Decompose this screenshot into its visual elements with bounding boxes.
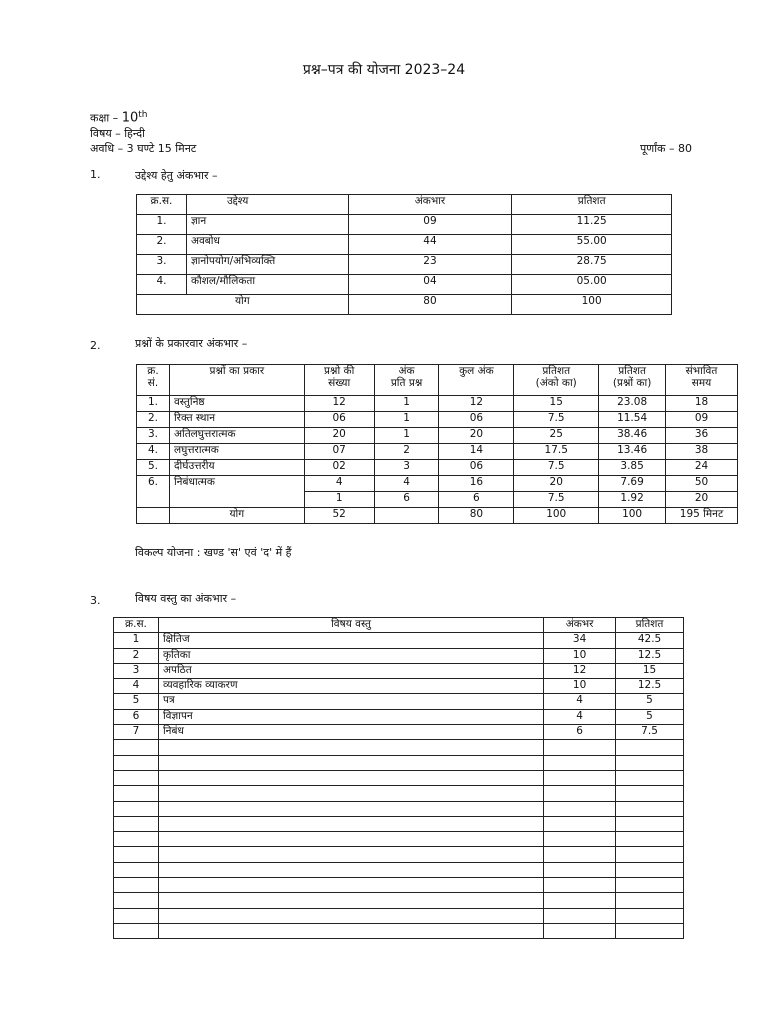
table-cell: [544, 893, 616, 908]
section-3-number: 3.: [90, 594, 101, 607]
table-cell: 28.75: [512, 255, 672, 275]
table-cell: 7.5: [514, 412, 599, 428]
table-cell: 7.69: [599, 476, 666, 492]
table-cell: [544, 740, 616, 755]
table-cell: 80: [348, 295, 512, 315]
table-cell: [114, 847, 159, 862]
table-cell: [616, 740, 684, 755]
table-cell: 10: [544, 679, 616, 694]
table-cell: 12: [544, 663, 616, 678]
table-row: [114, 633, 684, 648]
table-cell: दीर्घउत्तरीय: [169, 460, 304, 476]
table-row: [137, 235, 672, 255]
table-cell: ज्ञानोपयोग/अभिव्यक्ति: [186, 255, 348, 275]
table-cell: 05.00: [512, 275, 672, 295]
section-1-heading: उद्देश्य हेतु अंकभार –: [135, 169, 218, 182]
header-line: अंक: [398, 365, 415, 377]
table-cell: 34: [544, 633, 616, 648]
table-cell: 80: [439, 508, 514, 524]
table-cell: [616, 908, 684, 923]
table-row: [114, 694, 684, 709]
class-line: [90, 110, 147, 126]
table-cell: 52: [304, 508, 374, 524]
table-cell: [616, 786, 684, 801]
subject-content-table: [113, 617, 684, 939]
header-cell: प्रतिशत: [512, 195, 672, 215]
table-cell: 1: [304, 492, 374, 508]
table-cell: 6: [374, 492, 439, 508]
table-cell: कृतिका: [158, 648, 543, 663]
table-cell: 13.46: [599, 444, 666, 460]
section-1-number: 1.: [90, 168, 101, 181]
table-cell: [114, 862, 159, 877]
table-cell: [616, 832, 684, 847]
table-cell: 100: [514, 508, 599, 524]
table-cell: [158, 755, 543, 770]
table-row: [137, 460, 738, 476]
table-cell: [114, 832, 159, 847]
header-cell: विषय वस्तु: [158, 618, 543, 633]
table-cell: [158, 816, 543, 831]
table-cell: 16: [439, 476, 514, 492]
table-cell: 44: [348, 235, 512, 255]
table-cell: 5.: [137, 460, 170, 476]
question-type-table: [136, 364, 738, 524]
table-cell: 4: [304, 476, 374, 492]
empty-table-row: [114, 862, 684, 877]
table-row: [137, 412, 738, 428]
empty-table-row: [114, 740, 684, 755]
empty-table-row: [114, 801, 684, 816]
table-cell: 3.: [137, 255, 187, 275]
table-cell: 06: [439, 460, 514, 476]
table-cell: 3.85: [599, 460, 666, 476]
table-cell: 7.5: [514, 460, 599, 476]
table-cell: 06: [304, 412, 374, 428]
table-cell: [114, 755, 159, 770]
table-cell: 4.: [137, 444, 170, 460]
table-cell: [158, 832, 543, 847]
table-cell: निबंध: [158, 725, 543, 740]
header-line: प्रश्नों का प्रकार: [209, 365, 265, 377]
table-cell: 23.08: [599, 396, 666, 412]
table-cell: 20: [666, 492, 738, 508]
table-cell: [616, 862, 684, 877]
table-cell: [114, 801, 159, 816]
table-cell: [158, 770, 543, 785]
table-cell: [544, 847, 616, 862]
class-label: कक्षा –: [90, 111, 119, 125]
header-line: सं.: [147, 377, 159, 390]
table-cell: 3: [114, 663, 159, 678]
table-cell: [374, 508, 439, 524]
table-cell: 09: [348, 215, 512, 235]
table-cell: 2: [374, 444, 439, 460]
header-cell: [137, 365, 170, 396]
table-cell: रिक्त स्थान: [169, 412, 304, 428]
table-cell: [114, 893, 159, 908]
table-cell: लघुत्तरात्मक: [169, 444, 304, 460]
table-cell: 02: [304, 460, 374, 476]
empty-table-row: [114, 908, 684, 923]
table-cell: 06: [439, 412, 514, 428]
header-line: संख्या: [328, 377, 351, 390]
table-cell: अपठित: [158, 663, 543, 678]
table-row: [114, 648, 684, 663]
table-cell: अवबोध: [186, 235, 348, 255]
header-cell: [304, 365, 374, 396]
header-line: संभावित: [685, 365, 718, 377]
empty-table-row: [114, 893, 684, 908]
table-cell: 55.00: [512, 235, 672, 255]
table-cell: [114, 923, 159, 938]
table-cell: [616, 878, 684, 893]
subject-line: विषय – हिन्दी: [90, 127, 145, 140]
table-cell: [616, 847, 684, 862]
page-title: प्रश्न–पत्र की योजना 2023–24: [302, 62, 466, 78]
table-cell: 17.5: [514, 444, 599, 460]
header-line: प्रतिशत: [618, 365, 646, 377]
table-cell: [616, 816, 684, 831]
table-cell: निबंधात्मक: [169, 476, 304, 508]
empty-table-row: [114, 816, 684, 831]
header-cell: क्र.स.: [137, 195, 187, 215]
table-cell: [616, 755, 684, 770]
table-cell: 1: [374, 396, 439, 412]
section-3-heading: विषय वस्तु का अंकभार –: [135, 592, 237, 605]
table-cell: 4: [544, 694, 616, 709]
header-cell: उद्देश्य: [186, 195, 348, 215]
table-cell: [137, 508, 170, 524]
table-cell: [158, 847, 543, 862]
table-row: [137, 275, 672, 295]
table-cell: 24: [666, 460, 738, 476]
table-cell: 38.46: [599, 428, 666, 444]
header-line: (प्रश्नों का): [612, 377, 652, 390]
header-cell: अंकभर: [544, 618, 616, 633]
table-cell: [158, 862, 543, 877]
table-cell: 10: [544, 648, 616, 663]
table-cell: [616, 893, 684, 908]
empty-table-row: [114, 786, 684, 801]
table-cell: 1.92: [599, 492, 666, 508]
class-suffix: th: [138, 110, 148, 120]
table-cell: 2.: [137, 412, 170, 428]
table-cell: [616, 801, 684, 816]
table-cell: 4.: [137, 275, 187, 295]
table-row: [114, 709, 684, 724]
table-cell: 5: [114, 694, 159, 709]
table-cell: 100: [512, 295, 672, 315]
table-cell: व्यवहारिक व्याकरण: [158, 679, 543, 694]
table-row: [114, 663, 684, 678]
table-cell: 5: [616, 694, 684, 709]
table-cell: 1: [374, 428, 439, 444]
table-cell: [158, 740, 543, 755]
table-header-row: [137, 195, 672, 215]
table-header-row: [114, 618, 684, 633]
duration-line: अवधि – 3 घण्टे 15 मिनट: [90, 142, 197, 155]
header-cell: [666, 365, 738, 396]
table-cell: [544, 878, 616, 893]
table-cell: [114, 878, 159, 893]
table-cell: अतिलघुत्तरात्मक: [169, 428, 304, 444]
header-cell: [514, 365, 599, 396]
table-cell: कौशल/मौलिकता: [186, 275, 348, 295]
table-cell: [158, 923, 543, 938]
table-cell: 1.: [137, 215, 187, 235]
table-cell: योग: [137, 295, 349, 315]
table-cell: 11.25: [512, 215, 672, 235]
table-cell: [544, 801, 616, 816]
table-cell: [158, 801, 543, 816]
header-cell: [374, 365, 439, 396]
table-cell: 2.: [137, 235, 187, 255]
table-row: [137, 476, 738, 492]
table-cell: [158, 786, 543, 801]
table-cell: 7.5: [616, 725, 684, 740]
table-cell: 23: [348, 255, 512, 275]
table-cell: [616, 770, 684, 785]
table-cell: 12.5: [616, 648, 684, 663]
header-cell: [169, 365, 304, 396]
table-cell: 04: [348, 275, 512, 295]
table-total-row: [137, 295, 672, 315]
table-cell: 1.: [137, 396, 170, 412]
table-cell: 1: [114, 633, 159, 648]
table-total-row: [137, 508, 738, 524]
objective-weightage-table: [136, 194, 672, 315]
table-cell: 36: [666, 428, 738, 444]
table-cell: 6: [439, 492, 514, 508]
table-cell: 6: [544, 725, 616, 740]
table-cell: [544, 832, 616, 847]
table-cell: 12: [304, 396, 374, 412]
table-cell: [114, 816, 159, 831]
table-cell: 15: [514, 396, 599, 412]
table-cell: [114, 786, 159, 801]
table-cell: [114, 770, 159, 785]
table-cell: 5: [616, 709, 684, 724]
table-cell: 4: [374, 476, 439, 492]
table-cell: [544, 786, 616, 801]
table-row: [137, 444, 738, 460]
table-cell: 07: [304, 444, 374, 460]
table-cell: [544, 770, 616, 785]
table-row: [114, 679, 684, 694]
table-cell: 09: [666, 412, 738, 428]
header-line: प्रश्नो की: [324, 365, 355, 377]
table-cell: [544, 816, 616, 831]
table-cell: 18: [666, 396, 738, 412]
table-cell: 3: [374, 460, 439, 476]
empty-table-row: [114, 847, 684, 862]
table-cell: [114, 908, 159, 923]
table-cell: 100: [599, 508, 666, 524]
table-cell: ज्ञान: [186, 215, 348, 235]
header-line: कुल अंक: [459, 365, 494, 377]
table-cell: [114, 740, 159, 755]
table-cell: 1: [374, 412, 439, 428]
table-cell: 15: [616, 663, 684, 678]
header-line: प्रतिशत: [542, 365, 571, 377]
table-cell: क्षितिज: [158, 633, 543, 648]
table-row: [137, 428, 738, 444]
table-cell: [616, 923, 684, 938]
table-row: [137, 255, 672, 275]
table-cell: 11.54: [599, 412, 666, 428]
full-marks: पूर्णांक – 80: [640, 142, 692, 155]
table-header-row: [137, 365, 738, 396]
table-cell: [544, 908, 616, 923]
empty-table-row: [114, 755, 684, 770]
table-cell: [158, 893, 543, 908]
section-2-number: 2.: [90, 339, 101, 352]
header-line: (अंको का): [535, 377, 577, 390]
table-cell: 20: [514, 476, 599, 492]
table-cell: 7: [114, 725, 159, 740]
table-cell: [158, 908, 543, 923]
table-cell: 7.5: [514, 492, 599, 508]
table-cell: 6.: [137, 476, 170, 508]
table-cell: 12: [439, 396, 514, 412]
table-cell: [158, 878, 543, 893]
section-2-heading: प्रश्नों के प्रकारवार अंकभार –: [135, 337, 248, 350]
table-cell: 50: [666, 476, 738, 492]
empty-table-row: [114, 770, 684, 785]
option-note: विकल्प योजना : खण्ड 'स' एवं 'द' में हैं: [135, 546, 292, 559]
empty-table-row: [114, 832, 684, 847]
table-cell: पत्र: [158, 694, 543, 709]
table-cell: 20: [439, 428, 514, 444]
table-cell: योग: [169, 508, 304, 524]
header-cell: अंकभार: [348, 195, 512, 215]
table-cell: 14: [439, 444, 514, 460]
table-cell: 195 मिनट: [666, 508, 738, 524]
table-cell: 3.: [137, 428, 170, 444]
header-line: समय: [691, 377, 712, 390]
table-cell: [544, 923, 616, 938]
table-cell: 20: [304, 428, 374, 444]
empty-table-row: [114, 878, 684, 893]
empty-table-row: [114, 923, 684, 938]
table-cell: 4: [114, 679, 159, 694]
table-cell: वस्तुनिष्ठ: [169, 396, 304, 412]
table-cell: 25: [514, 428, 599, 444]
header-line: प्रति प्रश्न: [390, 377, 423, 390]
table-row: [137, 215, 672, 235]
header-cell: क्र.स.: [114, 618, 159, 633]
table-cell: [544, 862, 616, 877]
header-cell: [599, 365, 666, 396]
table-cell: 38: [666, 444, 738, 460]
header-cell: [439, 365, 514, 396]
header-cell: प्रतिशत: [616, 618, 684, 633]
table-cell: 42.5: [616, 633, 684, 648]
class-number: 10: [121, 110, 139, 126]
table-cell: [544, 755, 616, 770]
table-cell: 6: [114, 709, 159, 724]
header-line: क्र.: [147, 365, 159, 377]
table-cell: विज्ञापन: [158, 709, 543, 724]
table-cell: 12.5: [616, 679, 684, 694]
table-cell: 4: [544, 709, 616, 724]
table-row: [114, 725, 684, 740]
table-cell: 2: [114, 648, 159, 663]
table-row: [137, 396, 738, 412]
